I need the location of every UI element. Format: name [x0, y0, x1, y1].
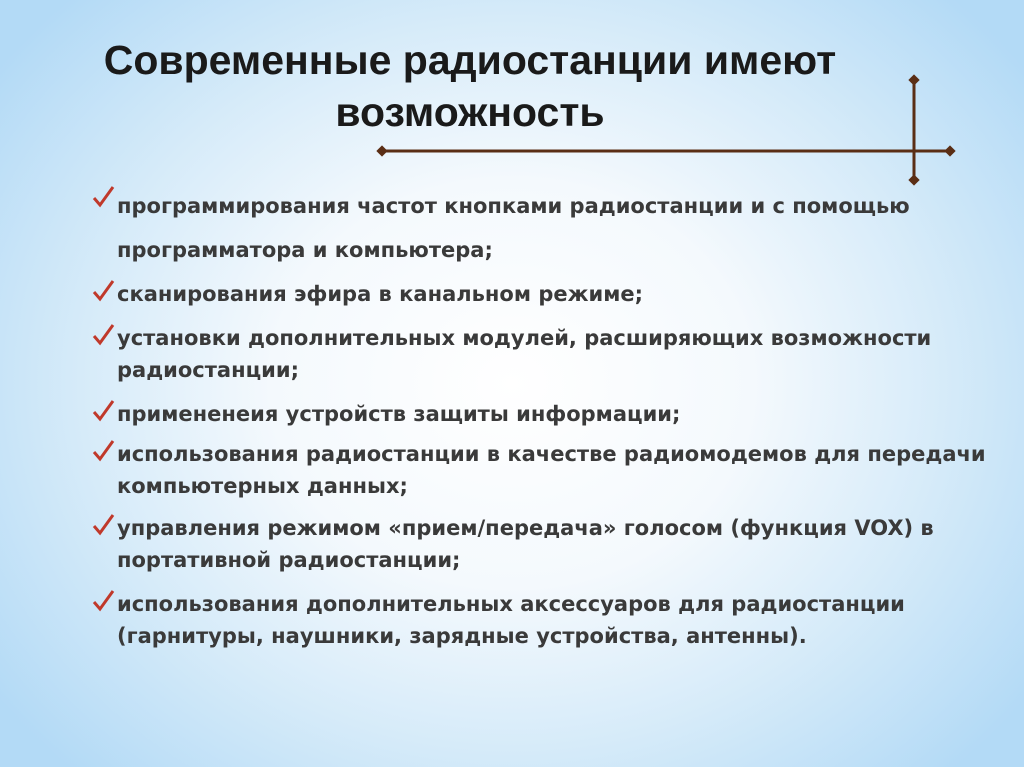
checkmark-icon: [91, 278, 117, 304]
checkmark-icon: [91, 512, 117, 538]
checkmark-icon: [91, 398, 117, 424]
list-item-label: управления режимом «прием/передача» голосом (функция VOX) в портативной радиостанции;: [117, 516, 934, 572]
list-item: [91, 278, 991, 310]
list-item: [91, 438, 991, 502]
list-item: [91, 588, 991, 652]
list-item-label: сканирования эфира в канальном режиме;: [117, 282, 644, 306]
title-line-1: Современные радиостанции имеют: [103, 37, 837, 83]
list-item: [91, 512, 991, 576]
list-item-label: программирования частот кнопками радиостанции и с помощью программатора и компьютера;: [117, 194, 910, 262]
rule-end-diamond-right: [944, 145, 955, 156]
checkmark-icon: [91, 438, 117, 464]
list-item: [91, 322, 991, 386]
rule-end-diamond-top: [908, 74, 919, 85]
rule-end-diamond-left: [376, 145, 387, 156]
list-item: [91, 184, 991, 272]
title-line-2: возможность: [335, 89, 605, 135]
checkmark-icon: [91, 588, 117, 614]
list-item-label: использования дополнительных аксессуаров для радиостанции (гарнитуры, наушники, зарядные устройства, антенны).: [117, 592, 905, 648]
slide-title: [40, 34, 900, 138]
list-item: [91, 398, 991, 430]
list-item-label: установки дополнительных модулей, расширяющих возможности радиостанции;: [117, 326, 932, 382]
list-item-label: примененеия устройств защиты информации;: [117, 402, 681, 426]
list-item-label: использования радиостанции в качестве радиомодемов для передачи компьютерных данных;: [117, 442, 986, 498]
capability-list: [91, 184, 991, 652]
checkmark-icon: [91, 322, 117, 348]
checkmark-icon: [91, 184, 117, 210]
